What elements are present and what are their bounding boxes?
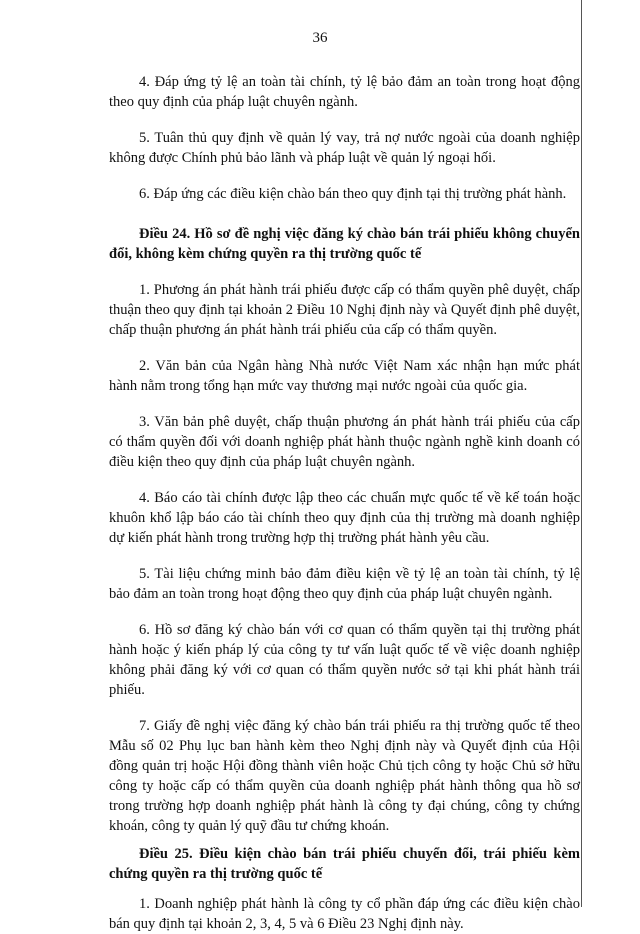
paragraph: 6. Đáp ứng các điều kiện chào bán theo quy định tại thị trường phát hành. <box>139 186 567 202</box>
paragraph: 4. Đáp ứng tỷ lệ an toàn tài chính, tỷ lệ bảo đảm an toàn trong hoạt động theo quy định của pháp luật chuyên ngành. <box>109 74 580 110</box>
paragraph: 6. Hồ sơ đăng ký chào bán với cơ quan có thẩm quyền tại thị trường phát hành hoặc ý kiến pháp lý của công ty tư vấn luật quốc tế về việc doanh nghiệp không phải đăng ký với cơ quan có thẩm quyền nước sở tại khi phát hành trái phiếu. <box>109 622 580 698</box>
paragraph: 7. Giấy đề nghị việc đăng ký chào bán trái phiếu ra thị trường quốc tế theo Mẫu số 02 Phụ lục ban hành kèm theo Nghị định này và Quyết định của Hội đồng quản trị hoặc Hội đồng thành viên hoặc Chủ tịch công ty hoặc Chủ sở hữu công ty hoặc cấp có thẩm quyền của doanh nghiệp phát hành thông qua hồ sơ trong trường hợp doanh nghiệp phát hành là công ty đại chúng, công ty chứng khoán, công ty quản lý quỹ đầu tư chứng khoán. <box>109 718 580 834</box>
paragraph: 2. Văn bản của Ngân hàng Nhà nước Việt Nam xác nhận hạn mức phát hành nằm trong tổng hạn mức vay thương mại nước ngoài của quốc gia. <box>109 358 580 394</box>
paragraph: 3. Văn bản phê duyệt, chấp thuận phương án phát hành trái phiếu của cấp có thẩm quyền đối với doanh nghiệp phát hành thuộc ngành nghề kinh doanh có điều kiện theo quy định của pháp luật chuyên ngành. <box>109 414 580 470</box>
article-heading-24: Điều 24. Hồ sơ đề nghị việc đăng ký chào bán trái phiếu không chuyển đổi, không kèm chứng quyền ra thị trường quốc tế <box>109 226 580 262</box>
paragraph: 5. Tuân thủ quy định về quản lý vay, trả nợ nước ngoài của doanh nghiệp không được Chính phủ bảo lãnh và pháp luật về quản lý ngoại hối. <box>109 130 580 166</box>
right-margin-line <box>581 0 582 907</box>
article-heading-25: Điều 25. Điều kiện chào bán trái phiếu chuyển đổi, trái phiếu kèm chứng quyền ra thị trường quốc tế <box>109 846 580 882</box>
paragraph: 4. Báo cáo tài chính được lập theo các chuẩn mực quốc tế về kế toán hoặc khuôn khổ lập báo cáo tài chính theo quy định của thị trường mà doanh nghiệp dự kiến phát hành trong trường hợp thị trường phát hành yêu cầu. <box>109 490 580 546</box>
paragraph: 5. Tài liệu chứng minh bảo đảm điều kiện về tỷ lệ an toàn tài chính, tỷ lệ bảo đảm an toàn trong hoạt động theo quy định của pháp luật chuyên ngành. <box>109 566 580 602</box>
paragraph: 1. Doanh nghiệp phát hành là công ty cổ phần đáp ứng các điều kiện chào bán quy định tại khoản 2, 3, 4, 5 và 6 Điều 23 Nghị định này. <box>109 896 580 932</box>
page-number: 36 <box>312 30 328 46</box>
document-body <box>109 72 580 934</box>
paragraph: 1. Phương án phát hành trái phiếu được cấp có thẩm quyền phê duyệt, chấp thuận theo quy định tại khoản 2 Điều 10 Nghị định này và Quyết định phê duyệt, chấp thuận phương án phát hành trái phiếu của cấp có thẩm quyền. <box>109 282 580 338</box>
